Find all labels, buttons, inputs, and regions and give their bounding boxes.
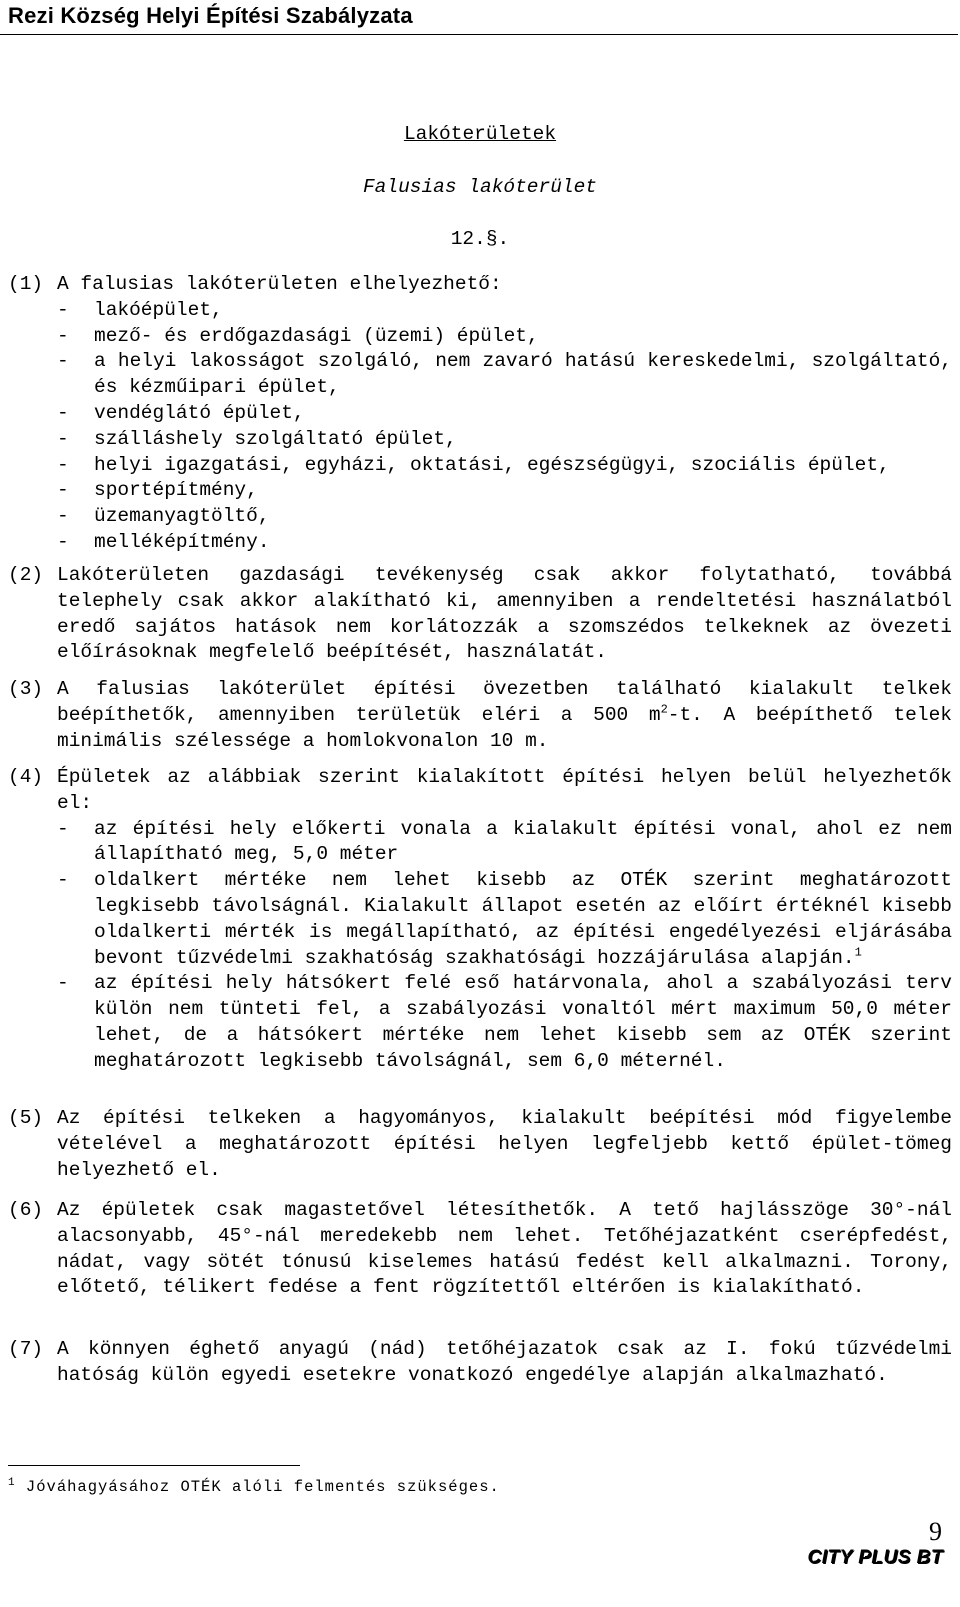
paragraph-text: Lakóterületen gazdasági tevékenység csak akkor folytatható, továbbá telephely csak akkor alakítható ki, amennyiben a rendeltetési használatból eredő sajátos hatások nem korlátozzák a szomszédos telkeknek az övezeti előírásoknak megfelelő beépítését, használatát. [57, 564, 952, 664]
paragraph-number: (5) [8, 1107, 44, 1129]
section-heading: Lakóterületek [403, 123, 557, 145]
list-item: - helyi igazgatási, egyházi, oktatási, egészségügyi, szociális épület, [57, 453, 890, 476]
paragraph-number: (3) [8, 678, 44, 700]
footnote-mark: 1 [8, 1476, 16, 1489]
paragraph-7 [8, 1337, 952, 1389]
list-item: - az építési hely előkerti vonala a kialakult építési vonal, ahol ez nem állapítható meg, 5,0 méter [57, 817, 952, 866]
paragraph-intro: A falusias lakóterületen elhelyezhető: [57, 273, 502, 295]
paragraph-text: A könnyen éghető anyagú (nád) tetőhéjazatok csak az I. fokú tűzvédelmi hatóság külön egyedi esetekre vonatkozó engedélye alapján alkalmazható. [57, 1338, 952, 1386]
paragraph-mark: 12.§. [450, 228, 510, 250]
document-title: Rezi Község Helyi Építési Szabályzata [8, 3, 413, 28]
paragraph-number: (6) [8, 1199, 44, 1221]
paragraph-intro: Épületek az alábbiak szerint kialakított építési helyen belül helyezhetők el: [57, 766, 952, 814]
list-item: - lakóépület, [57, 298, 223, 321]
paragraph-4 [8, 765, 952, 1075]
list-item: - az építési hely hátsókert felé eső határvonala, ahol a szabályozási terv külön nem tünteti fel, a szabályozási vonaltól mért maximum 50,0 méter lehet, de a hátsókert mértéke nem lehet kisebb sem az OTÉK szerint meghatározott legkisebb távolságnál, sem 6,0 méternél. [57, 972, 952, 1072]
paragraph-text: Az épületek csak magastetővel létesíthetők. A tető hajlásszöge 30°-nál alacsonyabb, 45°-nál meredekebb nem lehet. Tetőhéjazatként cserépfedést, nádat, vagy sötét tónusú kiselemes hatású fedést kell alkalmazni. Torony, előtető, télikert fedése a fent rögzítettől eltérően is kialakítható. [57, 1199, 952, 1299]
footnote-divider [8, 1465, 300, 1466]
list-item: - mező- és erdőgazdasági (üzemi) épület, [57, 324, 539, 347]
paragraph-5 [8, 1106, 952, 1183]
paragraph-2 [8, 563, 952, 666]
paragraph-number: (1) [8, 273, 44, 295]
list-item: - melléképítmény. [57, 530, 270, 553]
list-item: - sportépítmény, [57, 479, 258, 502]
list-item: - a helyi lakosságot szolgáló, nem zavaró hatású kereskedelmi, szolgáltató, és kézműipari épület, [57, 350, 952, 399]
paragraph-number: (4) [8, 766, 44, 788]
paragraph-text: Az építési telkeken a hagyományos, kialakult beépítési mód figyelembe vételével a meghatározott építési helyen legfeljebb kettő épület-tömeg helyezhető el. [57, 1107, 952, 1181]
list-item: - vendéglátó épület, [57, 401, 305, 424]
page-header [0, 0, 958, 35]
publisher-logo: CITY PLUS BT [808, 1548, 944, 1569]
list-item: - szálláshely szolgáltató épület, [57, 427, 457, 450]
paragraph-number: (2) [8, 564, 44, 586]
footnote-ref: 1 [854, 945, 862, 960]
paragraph-number: (7) [8, 1338, 44, 1360]
page-number: 9 [929, 1517, 942, 1546]
footnote [8, 1478, 500, 1496]
paragraph-6 [8, 1198, 952, 1301]
section-subheading: Falusias lakóterület [362, 176, 598, 198]
footnote-text: Jóváhagyásához OTÉK alóli felmentés szükséges. [25, 1478, 500, 1496]
paragraph-1 [8, 272, 952, 556]
paragraph-3 [8, 677, 952, 754]
paragraph-text: A falusias lakóterület építési övezetben található kialakult telkek beépíthetők, amennyiben területük eléri a 500 $m^2-t$. A beépíthető telek minimális szélessége a homlokvonalon 10 m. [57, 678, 952, 752]
list-item: - üzemanyagtöltő, [57, 505, 270, 528]
list-item: - oldalkert mértéke nem lehet kisebb az OTÉK szerint meghatározott legkisebb távolságnál. Kialakult állapot esetén az előírt értéknél kisebb oldalkerti mérték is megállapítható, az építési engedélyezési eljárásába bevont tűzvédelmi szakhatóság szakhatósági hozzájárulása alapján.$^1$ [57, 869, 952, 969]
